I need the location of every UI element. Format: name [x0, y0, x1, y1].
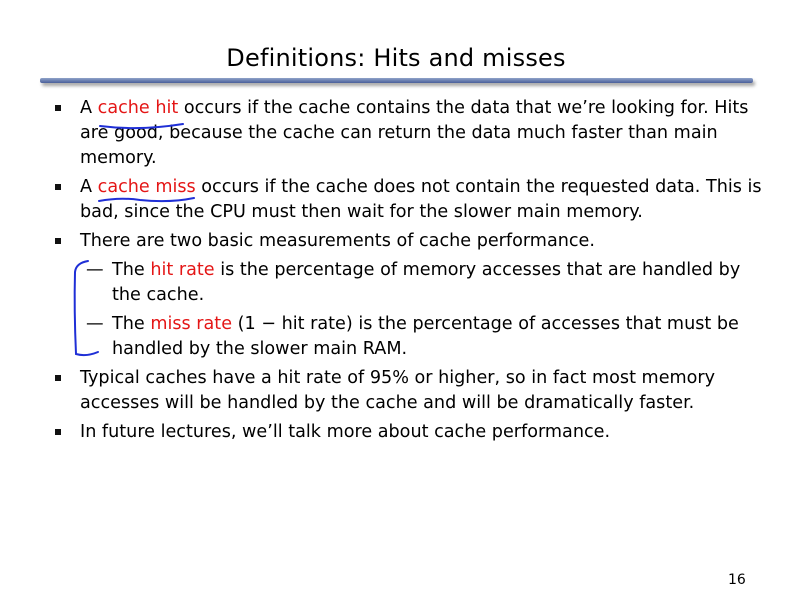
bullet-measurements — [52, 229, 764, 254]
bullet-cache-hit — [52, 96, 764, 171]
bullet-text: occurs if the cache does not contain the requested data. This is bad, since the CPU must then wait for the slower main memory. — [80, 177, 762, 222]
bullet-typical-caches — [52, 366, 764, 416]
bullet-text: There are two basic measurements of cache performance. — [80, 231, 595, 251]
term-cache-miss: cache miss — [97, 177, 196, 197]
bullet-square-icon — [55, 429, 61, 435]
bullet-text: The — [112, 260, 151, 280]
bullet-square-icon — [55, 375, 61, 381]
bullet-square-icon — [55, 238, 61, 244]
bullet-text: (1 − hit rate) is the percentage of accesses that must be handled by the slower main RAM. — [112, 314, 739, 359]
subbullet-hit-rate — [52, 258, 764, 308]
term-hit-rate: hit rate — [150, 260, 215, 280]
title-divider — [40, 78, 753, 83]
term-miss-rate: miss rate — [150, 314, 233, 334]
bullet-text: occurs if the cache contains the data that we’re looking for. Hits are good, because the cache can return the data much faster than main memory. — [80, 98, 749, 168]
bullet-text: In future lectures, we’ll talk more about cache performance. — [80, 422, 611, 442]
term-cache-hit: cache hit — [97, 98, 179, 118]
bullet-text: The — [112, 314, 151, 334]
bullet-future-lectures — [52, 420, 764, 445]
bullet-text: A — [80, 98, 98, 118]
dash-icon: — — [86, 260, 104, 280]
bullet-text: A — [80, 177, 98, 197]
dash-icon: — — [86, 314, 104, 334]
bullet-cache-miss — [52, 175, 764, 225]
subbullet-miss-rate — [52, 312, 764, 362]
bullet-text: is the percentage of memory accesses that are handled by the cache. — [112, 260, 741, 305]
page-number: 16 — [728, 572, 746, 588]
bullet-square-icon — [55, 105, 61, 111]
bullet-square-icon — [55, 184, 61, 190]
slide-body — [52, 96, 764, 449]
slide-title: Definitions: Hits and misses — [226, 44, 566, 72]
bullet-text: Typical caches have a hit rate of 95% or higher, so in fact most memory accesses will be handled by the cache and will be dramatically faster. — [80, 368, 716, 413]
